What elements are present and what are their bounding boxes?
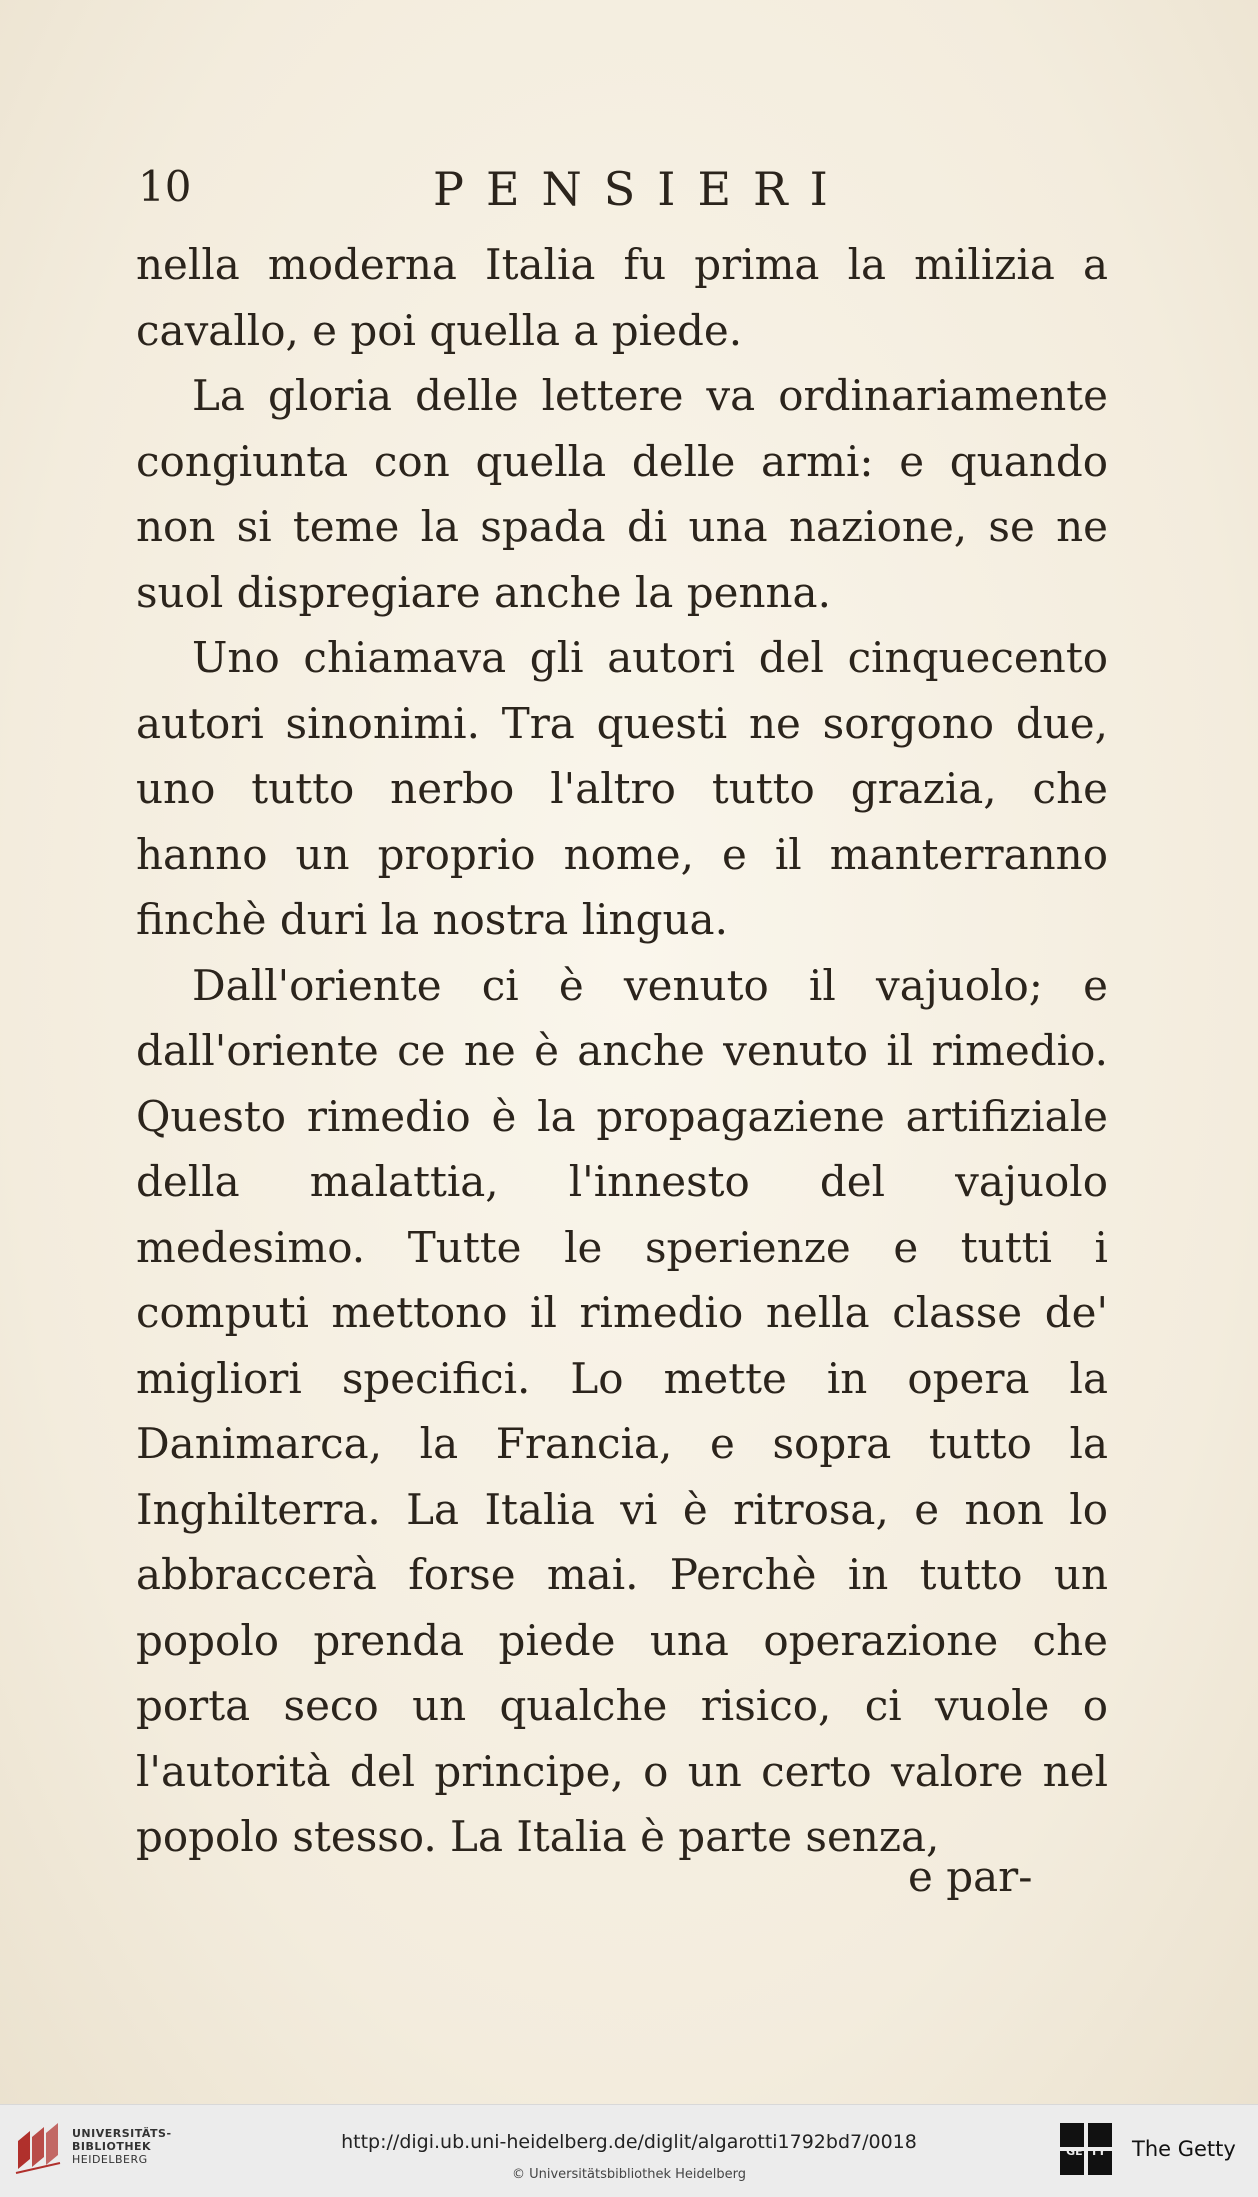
paragraph-2: La gloria delle lettere va ordinariamente congiunta con quella delle armi: e quando non si teme la spada di una nazione, se ne suol dispregiare anche la penna. (136, 371, 1108, 617)
page-number: 10 (138, 162, 192, 211)
page-header (128, 162, 1108, 232)
running-title: PENSIERI (433, 162, 850, 216)
viewer-footer (0, 2104, 1258, 2197)
library-name-line-2: BIBLIOTHEK (72, 2140, 152, 2153)
getty-logo-text: GETTY (1066, 2145, 1106, 2158)
source-url-link[interactable]: http://digi.ub.uni-heidelberg.de/diglit/algarotti1792bd7/0018 (341, 2131, 917, 2153)
page-text (136, 232, 1108, 1870)
getty-logo-icon (1058, 2121, 1114, 2181)
copyright-notice: © Universitätsbibliothek Heidelberg (511, 2167, 746, 2182)
getty-name: The Getty (1132, 2137, 1236, 2161)
paragraph-4: Dall'oriente ci è venuto il vajuolo; e dall'oriente ce ne è anche venuto il rimedio. Questo rimedio è la propagaziene artifiziale della malattia, l'innesto del vajuolo medesimo. Tutte le sperienze e tutti i computi mettono il rimedio nella classe de' migliori specifici. Lo mette in opera la Danimarca, la Francia, e sopra tutto la Inghilterra. La Italia vi è ritrosa, e non lo abbraccerà forse mai. Perchè in tutto un popolo prenda piede una operazione che porta seco un qualche risico, ci vuole o l'autorità del principe, o un certo valore nel popolo stesso. La Italia è parte senza, (136, 960, 1108, 1861)
library-name-line-1: UNIVERSITÄTS- (72, 2127, 172, 2140)
library-name-line-3: HEIDELBERG (72, 2153, 148, 2166)
paragraph-1: nella moderna Italia fu prima la milizia a cavallo, e poi quella a piede. (136, 240, 1108, 355)
paragraph-3: Uno chiamava gli autori del cinquecento autori sinonimi. Tra questi ne sorgono due, uno tutto nerbo l'altro tutto grazia, che hanno un proprio nome, e il manterranno finchè duri la nostra lingua. (136, 633, 1108, 944)
catchword: e par- (908, 1852, 1033, 1901)
